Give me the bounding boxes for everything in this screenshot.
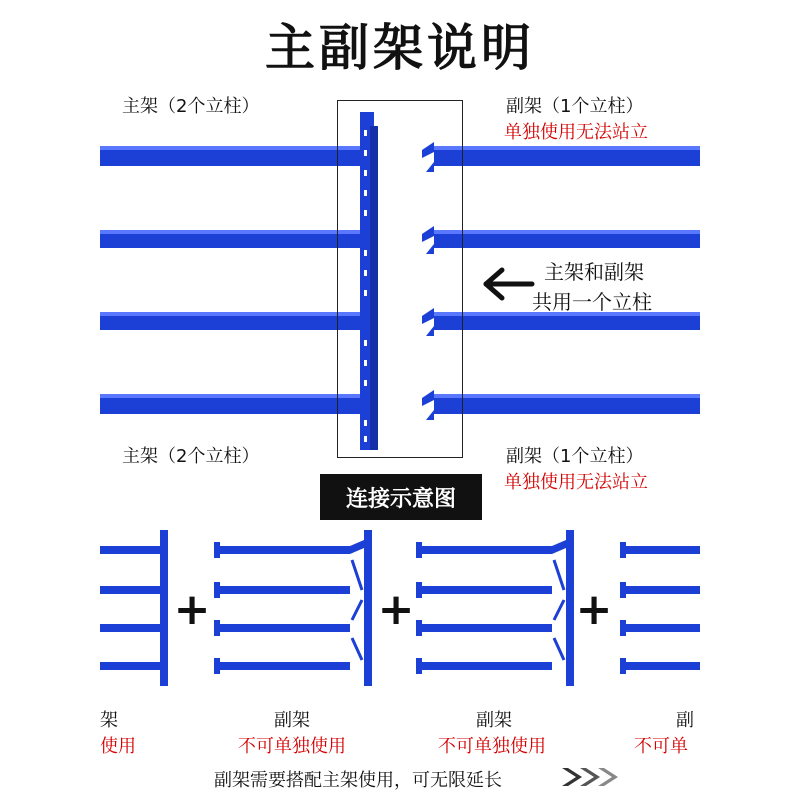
unit-warning-2: 不可单独使用 [238,736,346,757]
unit-label-3: 副架 [476,710,512,731]
footer-note: 副架需要搭配主架使用，可无限延长 [214,770,502,791]
rack-unit [416,530,574,686]
unit-warning-1: 使用 [100,736,136,757]
share-note-line1: 主架和副架 [544,260,644,284]
unit-warning-4: 不可单 [634,736,688,757]
plus-sign-3: + [575,584,613,635]
sub-rack-warning-bottom: 单独使用无法站立 [504,472,648,493]
left-arrow-icon [486,270,532,298]
plus-sign-2: + [377,584,415,635]
unit-label-1: 架 [100,710,118,731]
unit-label-2: 副架 [274,710,310,731]
sub-rack-label-bottom: 副架（1个立柱） [506,446,644,467]
main-rack-beams [100,146,366,414]
connection-diagram-caption: 连接示意图 [320,474,482,520]
main-rack-label-top: 主架（2个立柱） [122,96,260,117]
sub-rack-label-top: 副架（1个立柱） [506,96,644,117]
connection-highlight-box [337,100,463,458]
plus-sign-1: + [173,584,211,635]
unit-label-4: 副 [676,710,694,731]
rack-unit [214,530,372,686]
share-note-line2: 共用一个立柱 [532,290,652,314]
rack-unit [620,542,700,674]
unit-warning-3: 不可单独使用 [438,736,546,757]
triple-chevron-right-icon [560,765,624,789]
sub-rack-warning-top: 单独使用无法站立 [504,122,648,143]
rack-unit [100,530,168,686]
main-rack-label-bottom: 主架（2个立柱） [122,446,260,467]
page-title: 主副架说明 [265,19,535,77]
